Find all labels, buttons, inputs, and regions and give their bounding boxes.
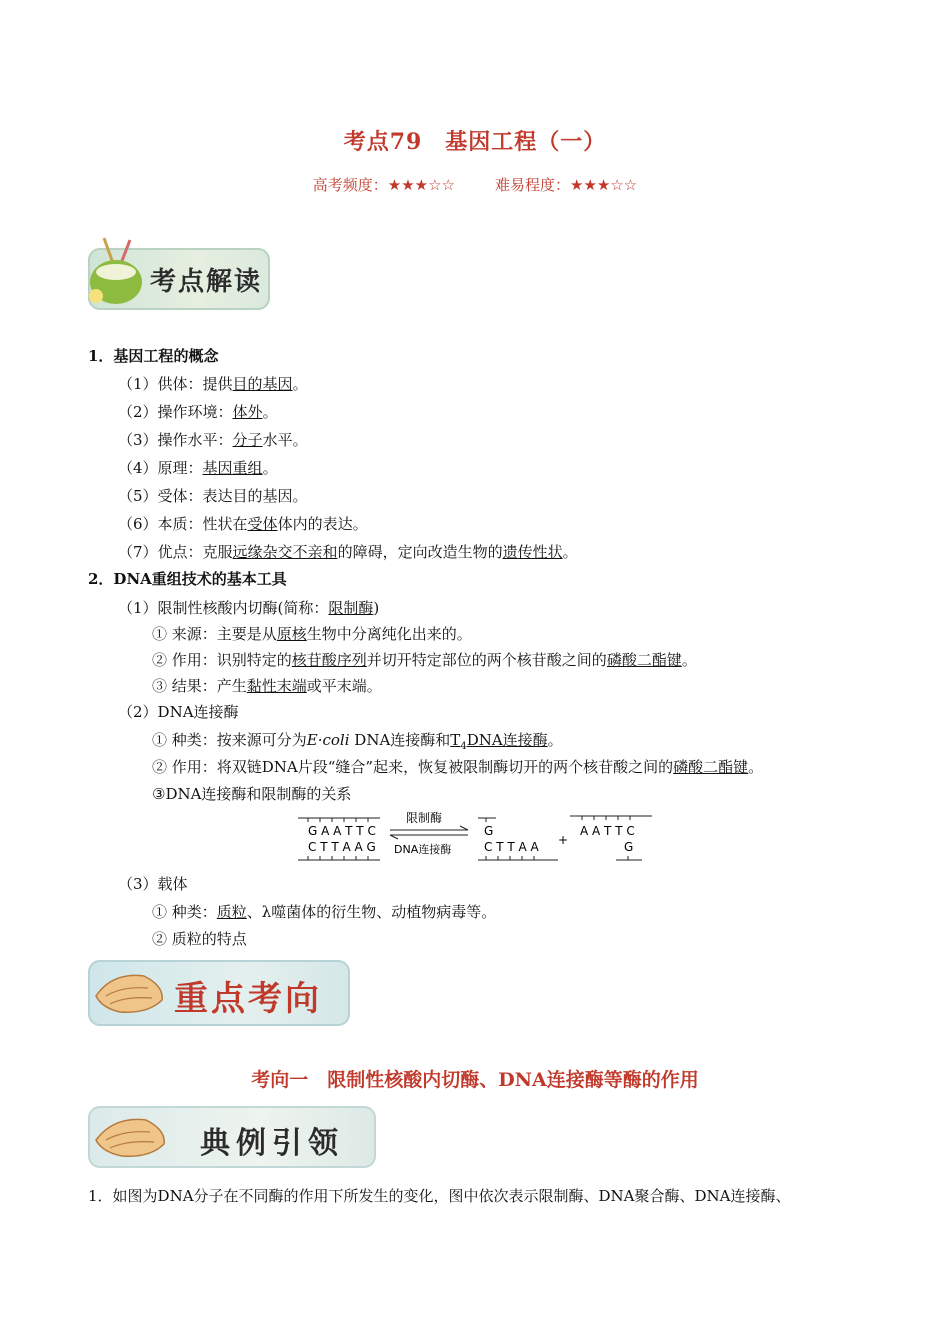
ligase-function-underlined: 磷酸二酯键 bbox=[673, 758, 749, 776]
item-underlined: 基因重组 bbox=[202, 459, 263, 477]
frequency-stars: ★★★☆☆ bbox=[387, 176, 455, 194]
dianli-banner bbox=[88, 1106, 376, 1168]
kinds-text-end: 。 bbox=[547, 731, 563, 749]
concept-item-4 bbox=[118, 458, 278, 478]
restriction-title-end: ) bbox=[373, 599, 380, 617]
ligase-function-text: ② 作用：将双链DNA片段“缝合”起来，恢复被限制酶切开的两个核苷酸之间的 bbox=[152, 758, 674, 776]
kaodian-banner-text: 考点解读 bbox=[150, 267, 263, 297]
plus-sign: + bbox=[558, 833, 569, 847]
item-text-end: 水平。 bbox=[262, 431, 308, 449]
concept-item-5 bbox=[118, 486, 308, 506]
concept-item-1 bbox=[118, 374, 308, 394]
item-text: （3）操作水平： bbox=[118, 431, 233, 449]
function-text-mid: 并切开特定部位的两个核苷酸之间的 bbox=[366, 651, 607, 669]
item-text-end: 体内的表达。 bbox=[277, 515, 368, 533]
kinds-text-mid: DNA连接酶和 bbox=[349, 731, 451, 749]
reversible-arrow bbox=[390, 810, 468, 856]
kinds-text: ① 种类：按来源可分为 bbox=[152, 731, 307, 749]
plasmid-features: ② 质粒的特点 bbox=[152, 930, 247, 948]
vector-kinds-end: 、λ噬菌体的衍生物、动植物病毒等。 bbox=[246, 903, 497, 921]
concept-item-2 bbox=[118, 402, 278, 422]
seashell-icon-2 bbox=[92, 1110, 172, 1164]
right-bottom-seq: G bbox=[624, 840, 634, 854]
function-text-end: 。 bbox=[681, 651, 697, 669]
ligase-kinds bbox=[152, 730, 563, 757]
ligase-title: （2）DNA连接酶 bbox=[118, 703, 239, 721]
difficulty-stars: ★★★☆☆ bbox=[570, 176, 638, 194]
item-text-end: 。 bbox=[562, 543, 578, 561]
left-fragment bbox=[298, 818, 380, 860]
source-text-end: 生物中分离纯化出来的。 bbox=[306, 625, 472, 643]
right-top-seq: A A T T C bbox=[580, 824, 635, 838]
restriction-result bbox=[152, 676, 382, 696]
item-text: （1）供体：提供 bbox=[118, 375, 233, 393]
ligase-function-end: 。 bbox=[748, 758, 764, 776]
source-text: ① 来源：主要是从 bbox=[152, 625, 277, 643]
function-text: ② 作用：识别特定的 bbox=[152, 651, 292, 669]
result-text-end: 或平末端。 bbox=[306, 677, 382, 695]
item-text: （6）本质：性状在 bbox=[118, 515, 248, 533]
item-underlined: 分子 bbox=[232, 431, 263, 449]
middle-fragment bbox=[478, 818, 558, 860]
t4-ligase bbox=[450, 731, 548, 752]
frequency-label: 高考频度： bbox=[312, 176, 388, 194]
ligase-function bbox=[152, 757, 763, 777]
ligase-relation: ③DNA连接酶和限制酶的关系 bbox=[152, 785, 352, 803]
function-underlined: 核苷酸序列 bbox=[291, 651, 367, 669]
item-text: （7）优点：克服 bbox=[118, 543, 233, 561]
function-underlined-2: 磷酸二酯键 bbox=[606, 651, 682, 669]
difficulty-label: 难易程度： bbox=[495, 176, 571, 194]
ecoli-name: E·coli bbox=[306, 731, 350, 749]
item-text: （5）受体：表达目的基因。 bbox=[118, 487, 308, 505]
zhongdian-banner-text: 重点考向 bbox=[174, 979, 322, 1019]
item-text-end: 。 bbox=[292, 375, 308, 393]
zhongdian-banner bbox=[88, 960, 350, 1026]
dna-cut-diagram bbox=[290, 808, 660, 868]
arrow-top-label: 限制酶 bbox=[406, 811, 443, 825]
direction-heading: 考向一 限制性核酸内切酶、DNA连接酶等酶的作用 bbox=[251, 1069, 699, 1091]
item-text: （2）操作环境： bbox=[118, 403, 233, 421]
t4-name: DNA连接酶 bbox=[466, 731, 548, 749]
item-text-end: 。 bbox=[262, 459, 278, 477]
restriction-function bbox=[152, 650, 697, 670]
rating-line bbox=[0, 174, 950, 195]
concept-item-6 bbox=[118, 514, 368, 534]
item-underlined: 体外 bbox=[232, 403, 263, 421]
concept-item-3 bbox=[118, 430, 308, 450]
mid-bottom-seq: C T T A A bbox=[484, 840, 539, 854]
vector-kinds-underlined: 质粒 bbox=[216, 903, 247, 921]
right-fragment bbox=[570, 816, 652, 860]
vector-kinds bbox=[152, 902, 496, 922]
restriction-title-underlined: 限制酶 bbox=[328, 599, 374, 617]
item-underlined: 目的基因 bbox=[232, 375, 293, 393]
item-underlined: 远缘杂交不亲和 bbox=[232, 543, 338, 561]
left-bottom-seq: C T T A A G bbox=[308, 840, 376, 854]
restriction-title bbox=[118, 598, 379, 618]
arrow-bottom-label: DNA连接酶 bbox=[394, 843, 452, 856]
seashell-icon bbox=[92, 966, 168, 1022]
mid-top-seq: G bbox=[484, 824, 494, 838]
result-text: ③ 结果：产生 bbox=[152, 677, 247, 695]
result-underlined: 黏性末端 bbox=[246, 677, 307, 695]
t4-letter: T bbox=[450, 731, 461, 749]
concept-item-7 bbox=[118, 542, 578, 562]
item-text-mid: 的障碍，定向改造生物的 bbox=[337, 543, 503, 561]
dianli-banner-text: 典例引领 bbox=[200, 1126, 344, 1161]
left-top-seq: G A A T T C bbox=[308, 824, 376, 838]
page-title: 考点79 基因工程（一） bbox=[343, 129, 607, 155]
question-1: 1．如图为DNA分子在不同酶的作用下所发生的变化，图中依次表示限制酶、DNA聚合酶、DNA连接酶、 bbox=[88, 1187, 791, 1205]
coconut-icon bbox=[84, 236, 154, 306]
source-underlined: 原核 bbox=[276, 625, 307, 643]
section2-heading: 2．DNA重组技术的基本工具 bbox=[88, 570, 287, 588]
section1-heading: 1．基因工程的概念 bbox=[88, 347, 219, 365]
t4-subscript: 4 bbox=[460, 741, 467, 752]
vector-title: （3）载体 bbox=[118, 875, 188, 893]
item-underlined-2: 遗传性状 bbox=[502, 543, 563, 561]
restriction-source bbox=[152, 624, 472, 644]
restriction-title-text: （1）限制性核酸内切酶(简称： bbox=[118, 599, 329, 617]
item-text-end: 。 bbox=[262, 403, 278, 421]
kaodian-banner bbox=[88, 248, 270, 310]
item-underlined: 受体 bbox=[247, 515, 278, 533]
item-text: （4）原理： bbox=[118, 459, 203, 477]
vector-kinds-text: ① 种类： bbox=[152, 903, 217, 921]
